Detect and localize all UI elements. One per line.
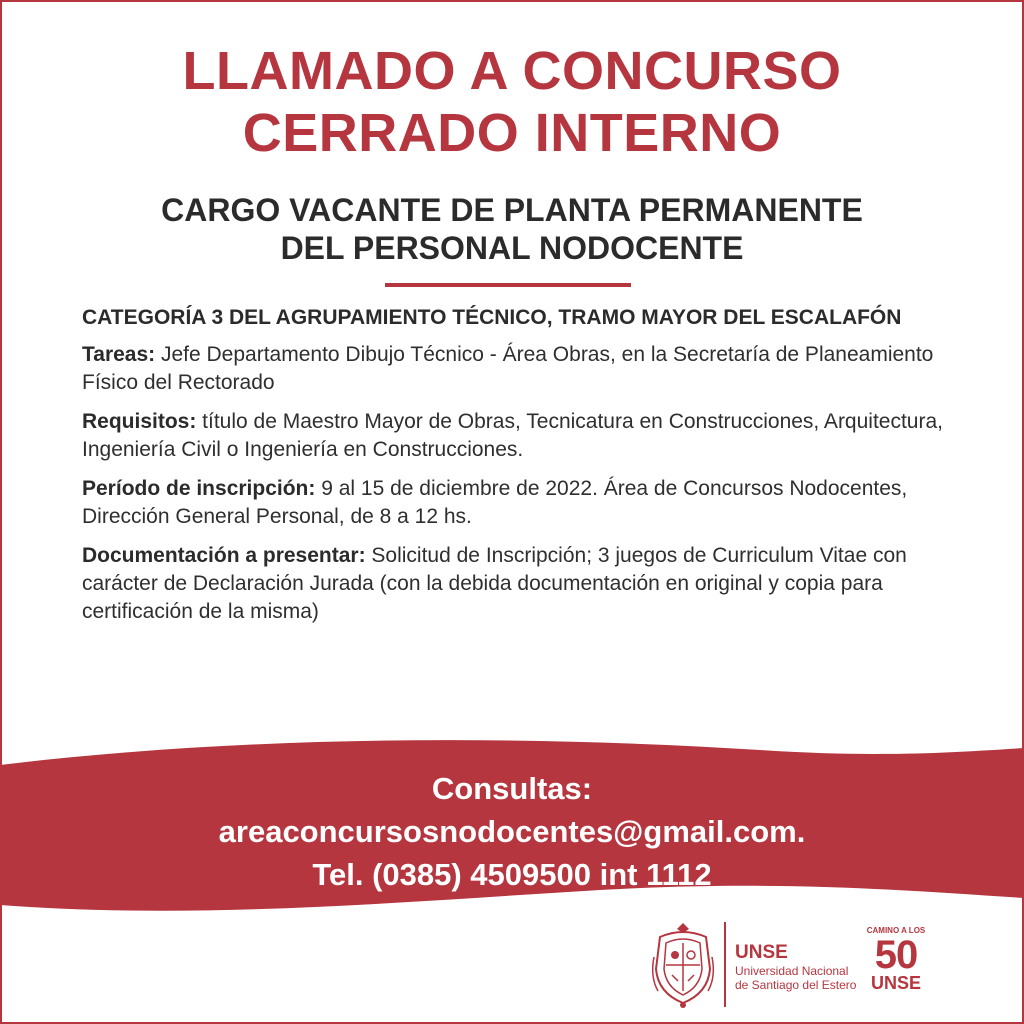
footer-separator [724, 922, 726, 1007]
unse-logo-text [735, 942, 856, 992]
contact-info [0, 767, 1024, 896]
anniversary-number: 50 [874, 933, 918, 977]
periodo-label: Período de inscripción: [82, 477, 316, 500]
title-line-2: CERRADO INTERNO [242, 103, 782, 163]
contact-email: areaconcursosnodocentes@gmail.com. [218, 814, 806, 849]
contact-phone: Tel. (0385) 4509500 int 1112 [312, 857, 712, 892]
main-title [0, 40, 1024, 164]
divider [385, 283, 631, 287]
tareas-paragraph [82, 341, 962, 397]
unse-line-1: Universidad Nacional [735, 964, 849, 978]
requisitos-text: título de Maestro Mayor de Obras, Tecnicatura en Construcciones, Arquitectura, Ingeniería Civil o Ingeniería en Construcciones. [82, 410, 943, 461]
category-heading: CATEGORÍA 3 DEL AGRUPAMIENTO TÉCNICO, TRAMO MAYOR DEL ESCALAFÓN [82, 306, 902, 329]
tareas-label: Tareas: [82, 343, 156, 366]
title-line-1: LLAMADO A CONCURSO [182, 41, 842, 101]
subtitle-line-2: DEL PERSONAL NODOCENTE [280, 230, 744, 266]
periodo-text: 9 al 15 de diciembre de 2022. Área de Concursos Nodocentes, Dirección General Personal, de 8 a 12 hs. [82, 477, 908, 528]
university-seal-icon [648, 917, 718, 1009]
documentacion-text: Solicitud de Inscripción; 3 juegos de Curriculum Vitae con carácter de Declaración Jurada (con la debida documentación en original y copia para certificación de la misma) [82, 544, 907, 623]
documentacion-paragraph [82, 542, 962, 626]
requisitos-label: Requisitos: [82, 410, 197, 433]
announcement-body [82, 303, 962, 637]
subtitle-line-1: CARGO VACANTE DE PLANTA PERMANENTE [161, 192, 863, 228]
anniversary-bottom: UNSE [870, 973, 921, 993]
subtitle [0, 191, 1024, 267]
periodo-paragraph [82, 475, 962, 531]
tareas-text: Jefe Departamento Dibujo Técnico - Área Obras, en la Secretaría de Planeamiento Físico del Rectorado [82, 343, 934, 394]
unse-name: UNSE [735, 942, 788, 963]
documentacion-label: Documentación a presentar: [82, 544, 366, 567]
requisitos-paragraph [82, 408, 962, 464]
unse-line-2: de Santiago del Estero [735, 978, 857, 992]
anniversary-logo [866, 926, 926, 992]
contact-heading: Consultas: [431, 771, 593, 806]
anniversary-top: CAMINO A LOS [866, 926, 926, 935]
